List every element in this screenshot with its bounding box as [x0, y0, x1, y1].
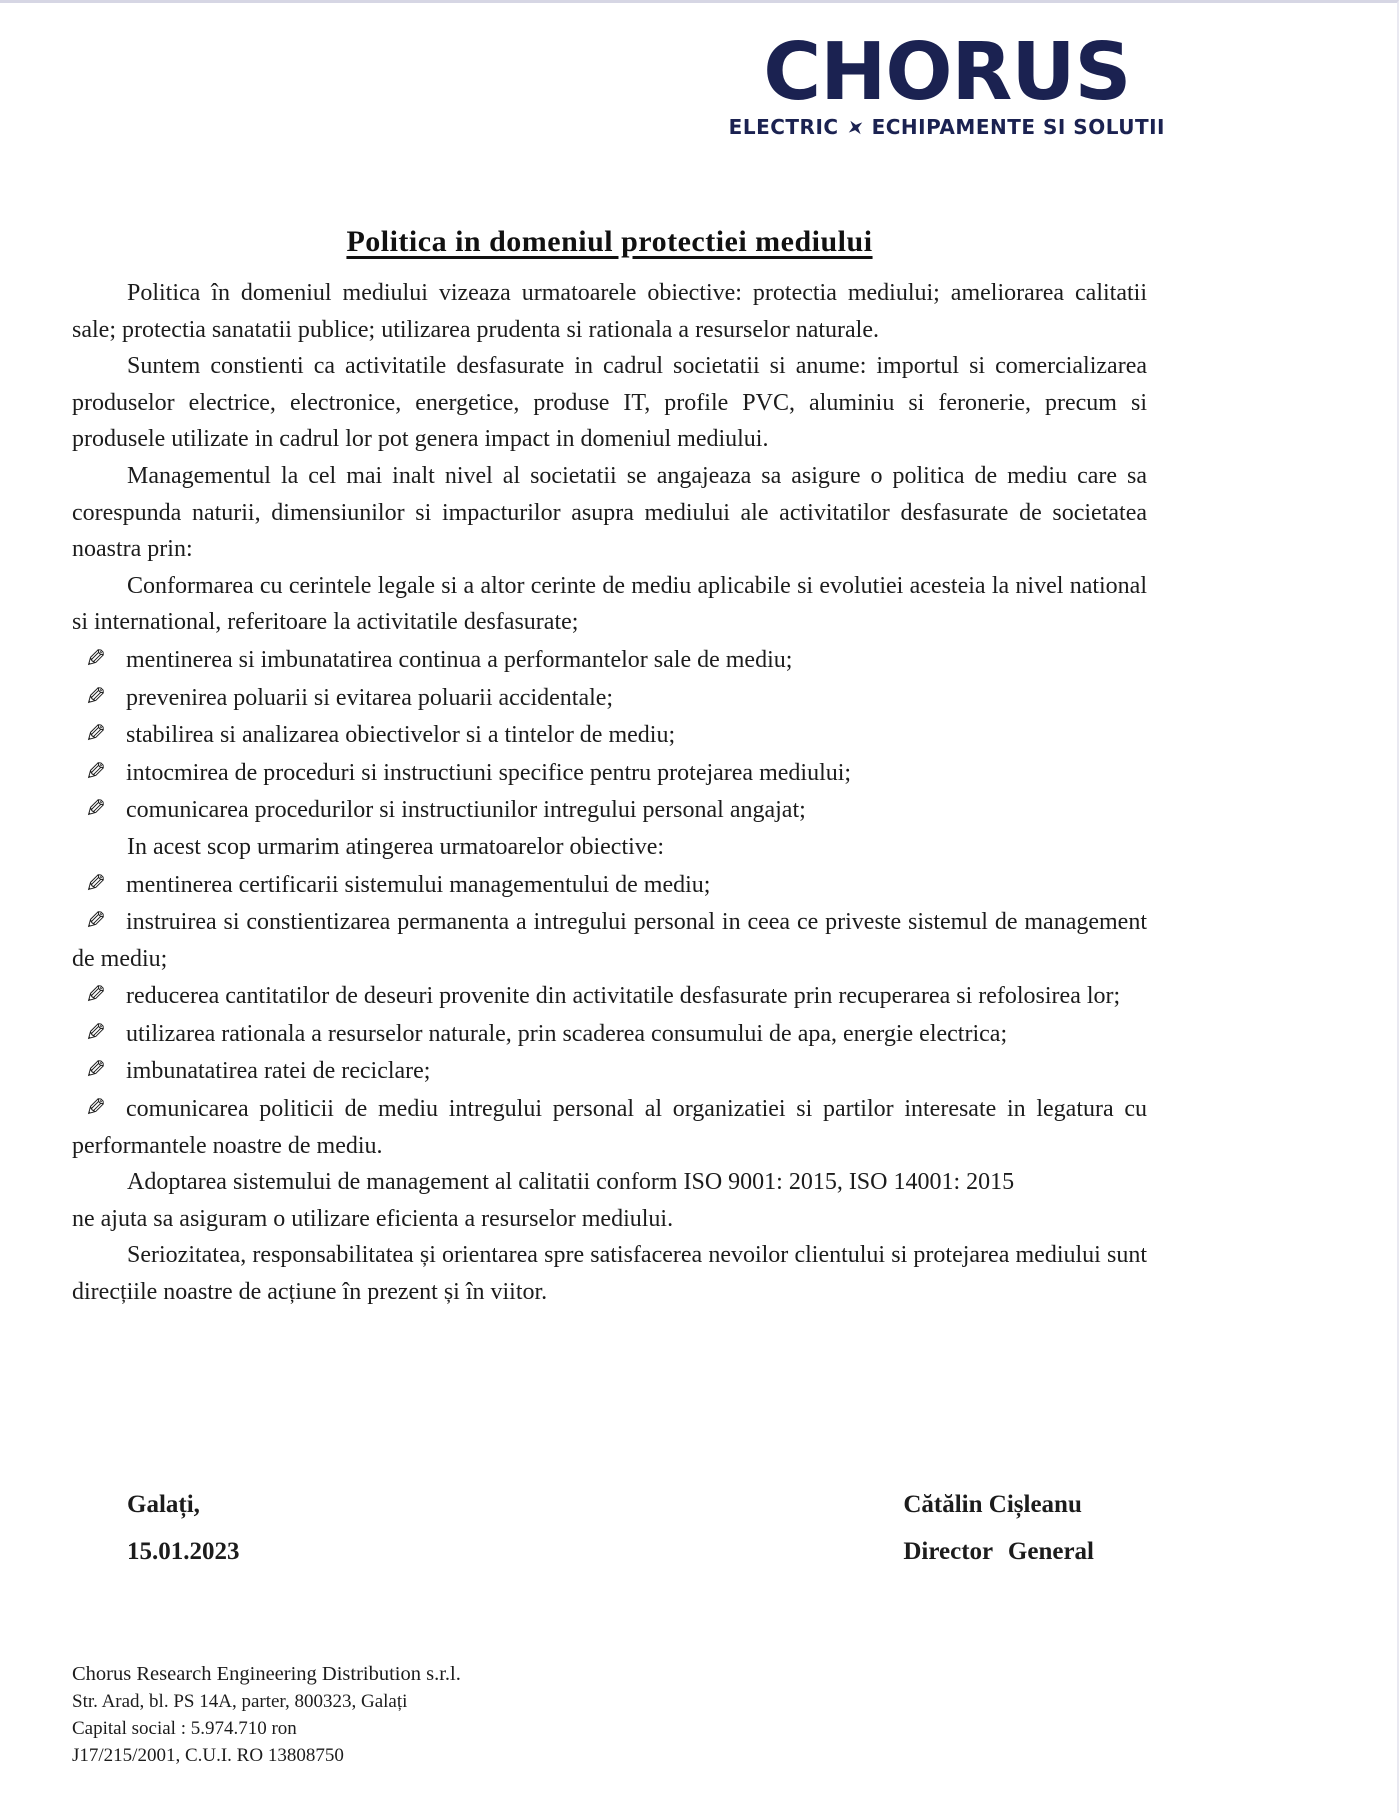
logo-wordmark: CHORUS — [763, 26, 1131, 118]
pencil-icon: ✎ — [85, 868, 106, 898]
bullet-text: mentinerea si imbunatatirea continua a performantelor sale de mediu; — [126, 646, 793, 673]
footer-company-name: Chorus Research Engineering Distribution s.r.l. — [72, 1663, 461, 1685]
paragraph-conformarea: Conformarea cu cerintele legale si a altor cerinte de mediu aplicabile si evolutiei acesteia la nivel national si international, referitoare la activitatile desfasurate; — [72, 572, 1147, 636]
pencil-icon: ✎ — [85, 719, 106, 749]
paragraph-adoptarea — [72, 1164, 1147, 1237]
signature-role: Director General — [903, 1538, 1094, 1565]
bullet-item — [72, 1015, 1147, 1053]
pencil-icon: ✎ — [85, 1055, 106, 1085]
paragraph-intro: Politica în domeniul mediului vizeaza urmatoarele obiective: protectia mediului; ameliorarea calitatii sale; protectia sanatatii publice; utilizarea prudenta si rationala a resurselor naturale. — [72, 280, 1147, 343]
tagline-left: ELECTRIC — [728, 115, 839, 139]
paragraph-seriozitatea: Seriozitatea, responsabilitatea și orientarea spre satisfacerea nevoilor clientului si protejarea mediului sunt direcțiile noastre de acțiune în prezent și în viitor. — [72, 1242, 1147, 1306]
pencil-icon: ✎ — [85, 756, 106, 786]
page-title: Politica in domeniul protectiei mediului — [346, 225, 873, 258]
paragraph-suntem: Suntem constienti ca activitatile desfasurate in cadrul societatii si anume: importul si comercializarea produselor electrice, electronice, energetice, produse IT, profile PVC, aluminiu si feronerie, precum si produsele utilizate in cadrul lor pot genera impact in domeniul mediului. — [72, 353, 1147, 453]
bullet-item — [72, 903, 1147, 977]
document-body — [72, 275, 1147, 1311]
footer-address: Str. Arad, bl. PS 14A, parter, 800323, Galați — [72, 1691, 408, 1712]
logo-tagline — [729, 115, 1165, 139]
footer-capital: Capital social : 5.974.710 ron — [72, 1718, 297, 1739]
signature-city: Galați, — [127, 1491, 200, 1518]
company-footer — [72, 1661, 461, 1769]
footer-registration: J17/215/2001, C.U.I. RO 13808750 — [72, 1745, 344, 1766]
bullet-text: imbunatatirea ratei de reciclare; — [126, 1058, 431, 1085]
bullet-item — [72, 791, 1147, 829]
signature-person — [903, 1481, 1094, 1575]
bullet-item — [72, 1052, 1147, 1090]
pencil-icon: ✎ — [85, 906, 106, 936]
pencil-icon: ✎ — [85, 794, 106, 824]
tagline-right: ECHIPAMENTE SI SOLUTII — [871, 115, 1165, 139]
bullet-text: reducerea cantitatilor de deseuri provenite din activitatile desfasurate prin recuperarea si refolosirea lor; — [126, 983, 1121, 1010]
pencil-icon: ✎ — [85, 1093, 106, 1123]
adoptarea-line1: Adoptarea sistemului de management al calitatii conform ISO 9001: 2015, ISO 14001: 2015 — [127, 1169, 1015, 1196]
bullet-item — [72, 679, 1147, 717]
signature-date: 15.01.2023 — [127, 1538, 240, 1565]
bullet-text: mentinerea certificarii sistemului managementului de mediu; — [126, 871, 711, 898]
bullet-text: utilizarea rationala a resurselor naturale, prin scaderea consumului de apa, energie electrica; — [126, 1020, 1008, 1047]
signature-place-date — [127, 1481, 240, 1575]
company-logo — [728, 26, 1165, 139]
bullet-text: intocmirea de proceduri si instructiuni specifice pentru protejarea mediului; — [126, 759, 852, 786]
signature-block — [72, 1481, 1147, 1575]
bullet-item — [72, 1090, 1147, 1164]
pencil-icon: ✎ — [85, 1017, 106, 1047]
pencil-icon: ✎ — [85, 980, 106, 1010]
paragraph-management: Managementul la cel mai inalt nivel al societatii se angajeaza sa asigure o politica de mediu care sa corespunda naturii, dimensiunilor si impacturilor asupra mediului ale activitatilor desfasurate de societatea noastra prin: — [72, 462, 1147, 563]
bullet-text: comunicarea politicii de mediu intregului personal al organizatiei si partilor interesate in legatura cu performantele noastre de mediu. — [72, 1096, 1147, 1159]
bullet-item — [72, 641, 1147, 679]
bullet-item — [72, 716, 1147, 754]
bullet-text: stabilirea si analizarea obiectivelor si a tintelor de mediu; — [126, 722, 676, 749]
paragraph-scop: In acest scop urmarim atingerea urmatoarelor obiective: — [127, 833, 665, 860]
bullet-text: prevenirea poluarii si evitarea poluarii accidentale; — [126, 684, 614, 711]
bullet-item — [72, 754, 1147, 792]
bullet-item — [72, 866, 1147, 904]
spark-icon — [845, 117, 864, 136]
pencil-icon: ✎ — [85, 681, 106, 711]
adoptarea-line2: ne ajuta sa asiguram o utilizare eficienta a resurselor mediului. — [72, 1205, 674, 1232]
bullet-item — [72, 977, 1147, 1015]
signature-name: Cătălin Cișleanu — [903, 1491, 1082, 1518]
pencil-icon: ✎ — [85, 643, 106, 673]
bullet-text: instruirea si constientizarea permanenta a intregului personal in ceea ce priveste sistemul de management de mediu; — [72, 909, 1147, 972]
bullet-text: comunicarea procedurilor si instructiunilor intregului personal angajat; — [126, 797, 806, 824]
